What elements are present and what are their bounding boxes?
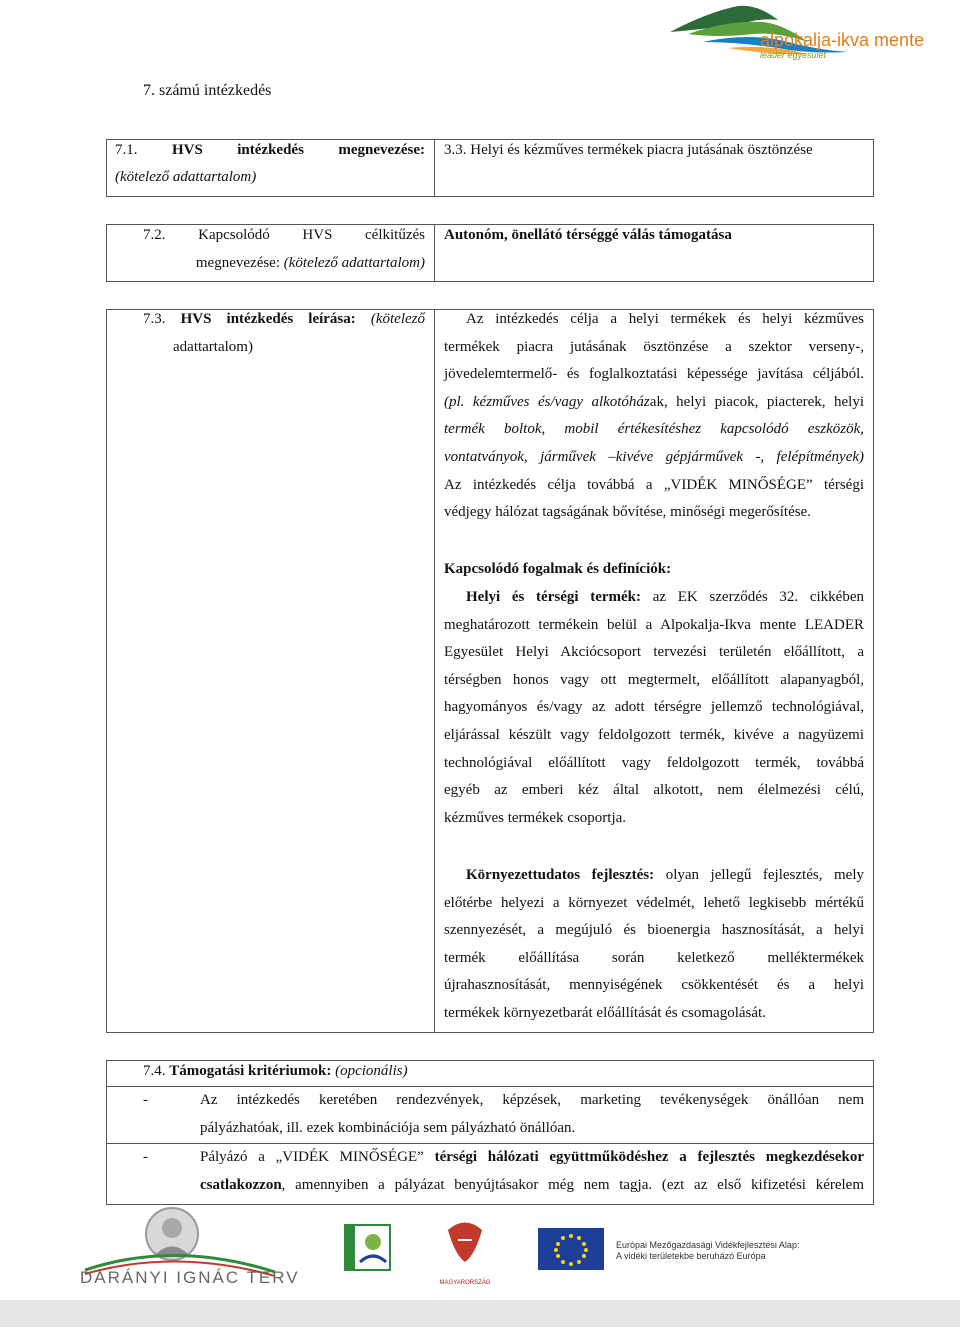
criteria-item-1: - Az intézkedés keretében rendezvények, képzések, marketing tevékenységek önállóan nem pályázhatóak, ill. ezek kombinációja sem pályázható önállóan. <box>143 1092 864 1136</box>
row-7-1-label-italic: (kötelező adattartalom) <box>115 169 257 185</box>
criteria-item-2: - Pályázó a „VIDÉK MINŐSÉGE” térségi hálózati együttműködéshez a fejlesztés megkezdésekor csatlakozzon, amennyiben a pályázat benyújtásakor még nem tagja. (ezt az első kifizetési kérelem <box>143 1149 865 1193</box>
definition-eco-development: Környezettudatos fejlesztés: olyan jellegű fejlesztés, mely előtérbe helyezi a környezet védelmét, lehető legkisebb mértékű szennyezését, a megújuló és bioenergia hasznosítását, a helyi termék előállítása során keletkező melléktermékek újrahasznosítását, mennyiségének csökkentését és a helyi termékek környezetbarát előállítását és csomagolását. <box>444 867 864 1021</box>
row-7-3-description: Az intézkedés célja a helyi termékek és helyi kézműves termékek piacra jutásának ösztönzése a szektor verseny-, jövedelemtermelő- és foglalkoztatási képessége javítása céljából. (pl. kézműves és/vagy alkotóházak, helyi piacok, piacterek, helyi termék boltok, mobil értékesítéshez kapcsolódó eszközök, vontatványok, járművek –kivéve gépjárművek -, felépítmények) Az intézkedés célja továbbá a „VIDÉK MINŐSÉGE” térségi védjegy hálózat tagságának bővítése, minőségi megerősítése. <box>444 311 865 521</box>
daranyi-terv-label: DARÁNYI IGNÁC TERV <box>80 1268 300 1287</box>
eu-fund-caption: Európai Mezőgazdasági Vidékfejlesztési Alap: A vidéki területekbe beruházó Európa <box>616 1240 800 1261</box>
row-7-2-label: 7.2. Kapcsolódó HVS célkitűzés megnevezése: (kötelező adattartalom) <box>143 227 425 271</box>
footer-logos <box>0 1200 960 1327</box>
row-7-1-label: 7.1. HVS intézkedés megnevezése: <box>115 142 426 158</box>
row-7-2-value: Autonóm, önellátó térséggé válás támogatása <box>444 227 732 243</box>
definition-local-product: Helyi és térségi termék: az EK szerződés 32. cikkében meghatározott termékein belül a Alpokalja-Ikva mente LEADER Egyesület Helyi Akciócsoport tervezési területén előállított, a térségben honos vagy ott megtermelt, előállított alapanyagból, hagyományos és/vagy az adott térségre jellemző technológiával, eljárással készült vagy feldolgozott termék, kivéve a nagyüzemi technológiával előállított vagy feldolgozott termék, továbbá egyéb az emberi kéz által alkotott, nem élelmezési célú, kézműves termékek csoportja. <box>444 589 864 826</box>
footer-logo-strip-icon <box>0 1200 960 1327</box>
hungary-caption: MAGYARORSZÁG <box>439 1280 491 1286</box>
row-7-3-label: 7.3. HVS intézkedés leírása: (kötelező adattartalom) <box>143 311 425 355</box>
logo-title: alpokalja-ikva mente <box>760 30 925 50</box>
row-7-4-label: 7.4. Támogatási kritériumok: (opcionális) <box>143 1063 408 1079</box>
row-7-1-value: 3.3. Helyi és kézműves termékek piacra jutásának ösztönzése <box>444 142 813 158</box>
page-heading: 7. számú intézkedés <box>143 82 272 99</box>
logo-subtitle: leader egyesület <box>760 50 827 60</box>
definitions-heading: Kapcsolódó fogalmak és definíciók: <box>444 561 672 577</box>
